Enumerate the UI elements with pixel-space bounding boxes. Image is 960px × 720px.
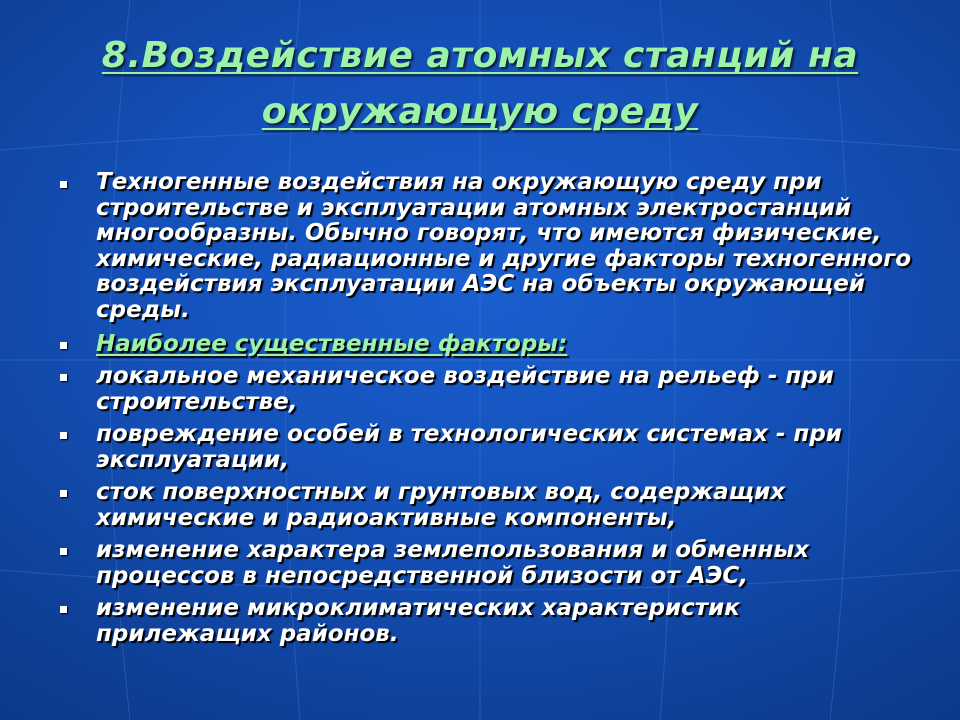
list-item	[56, 421, 916, 473]
square-bullet-icon	[60, 342, 67, 349]
square-bullet-icon	[60, 490, 67, 497]
list-item	[56, 537, 916, 589]
title-line-2: окружающую среду	[261, 91, 699, 132]
bullet-text: сток поверхностных и грунтовых вод, содержащих химические и радиоактивные компоненты,	[96, 479, 786, 531]
list-item	[56, 479, 916, 531]
list-item	[56, 363, 916, 415]
bullet-list	[56, 170, 916, 653]
list-item	[56, 331, 916, 357]
square-bullet-icon	[60, 374, 67, 381]
square-bullet-icon	[60, 606, 67, 613]
list-item	[56, 595, 916, 647]
square-bullet-icon	[60, 181, 67, 188]
bullet-text: изменение характера землепользования и обменных процессов в непосредственной близости от АЭС,	[96, 537, 809, 589]
square-bullet-icon	[60, 548, 67, 555]
factors-heading: Наиболее существенные факторы:	[96, 331, 568, 357]
square-bullet-icon	[60, 432, 67, 439]
bullet-text: изменение микроклиматических характеристик прилежащих районов.	[96, 595, 740, 647]
list-item	[56, 170, 916, 323]
title-line-1: 8.Воздействие атомных станций на	[101, 35, 859, 76]
bullet-text: повреждение особей в технологических системах - при эксплуатации,	[96, 421, 842, 473]
slide-title	[0, 28, 960, 140]
bullet-text: локальное механическое воздействие на рельеф - при строительстве,	[96, 363, 834, 415]
bullet-text: Техногенные воздействия на окружающую среду при строительстве и эксплуатации атомных электростанций многообразны. Обычно говорят, что имеются физические, химические, радиационные и другие факторы техногенного воздействия эксплуатации АЭС на объекты окружающей среды.	[96, 169, 912, 323]
